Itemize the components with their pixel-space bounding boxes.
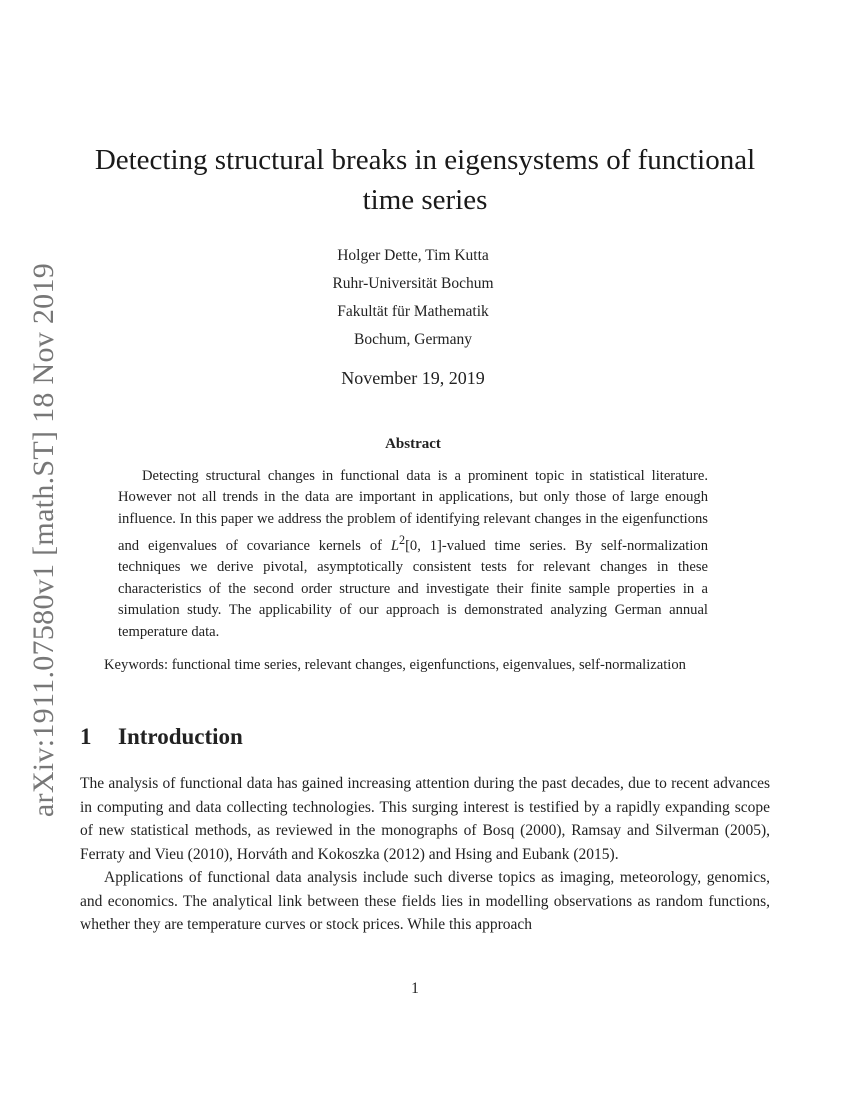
math-superscript: 2: [398, 533, 406, 548]
intro-paragraph-2: Applications of functional data analysis include such diverse topics as imaging, meteorology, genomics, and economics. The analytical link between these fields lies in modelling observations as random functions, whether they are temperature curves or stock prices. While this approach: [80, 869, 770, 933]
introduction-body: [80, 772, 770, 937]
math-space-symbol: [390, 533, 442, 555]
section-number: 1: [80, 724, 92, 749]
math-l: L: [390, 538, 399, 555]
authors: Holger Dette, Tim Kutta: [337, 247, 489, 264]
section-title: Introduction: [118, 724, 243, 749]
abstract-heading: Abstract: [385, 436, 441, 452]
abstract-text-part-2: -valued time series. By self-normalization techniques we derive pivotal, asymptotically consistent tests for relevant changes in these characteristics of the second order structure and investigate their finite sample properties in a simulation study. The applicability of our approach is demonstrated analyzing German annual temperature data.: [118, 538, 708, 640]
affiliation-faculty: Fakultät für Mathematik: [337, 303, 489, 320]
page-number: 1: [411, 980, 419, 997]
section-heading: [80, 724, 243, 750]
abstract-text: [118, 466, 708, 643]
affiliation-university: Ruhr-Universität Bochum: [332, 275, 494, 292]
paper-title: Detecting structural breaks in eigensystems of functional time series: [94, 144, 756, 216]
arxiv-stamp: arXiv:1911.07580v1 [math.ST] 18 Nov 2019: [27, 262, 60, 818]
keywords: Keywords: functional time series, relevant changes, eigenfunctions, eigenvalues, self-normalization: [104, 657, 686, 673]
author-block: [200, 242, 626, 354]
intro-paragraph-1: The analysis of functional data has gained increasing attention during the past decades, due to recent advances in computing and data collecting technologies. This surging interest is testified by a rapidly expanding scope of new statistical methods, as reviewed in the monographs of Bosq (2000), Ramsay and Silverman (2005), Ferraty and Vieu (2010), Horváth and Kokoszka (2012) and Hsing and Eubank (2015).: [80, 775, 770, 863]
paper-date: November 19, 2019: [341, 368, 485, 388]
affiliation-location: Bochum, Germany: [354, 331, 472, 348]
math-interval: [0, 1]: [405, 538, 442, 555]
abstract-text-part-1: Detecting structural changes in functional data is a prominent topic in statistical literature. However not all trends in the data are important in applications, but only those of large enough influence. In this paper we address the problem of identifying relevant changes in the eigenfunctions and eigenvalues of covariance kernels of: [118, 468, 708, 555]
